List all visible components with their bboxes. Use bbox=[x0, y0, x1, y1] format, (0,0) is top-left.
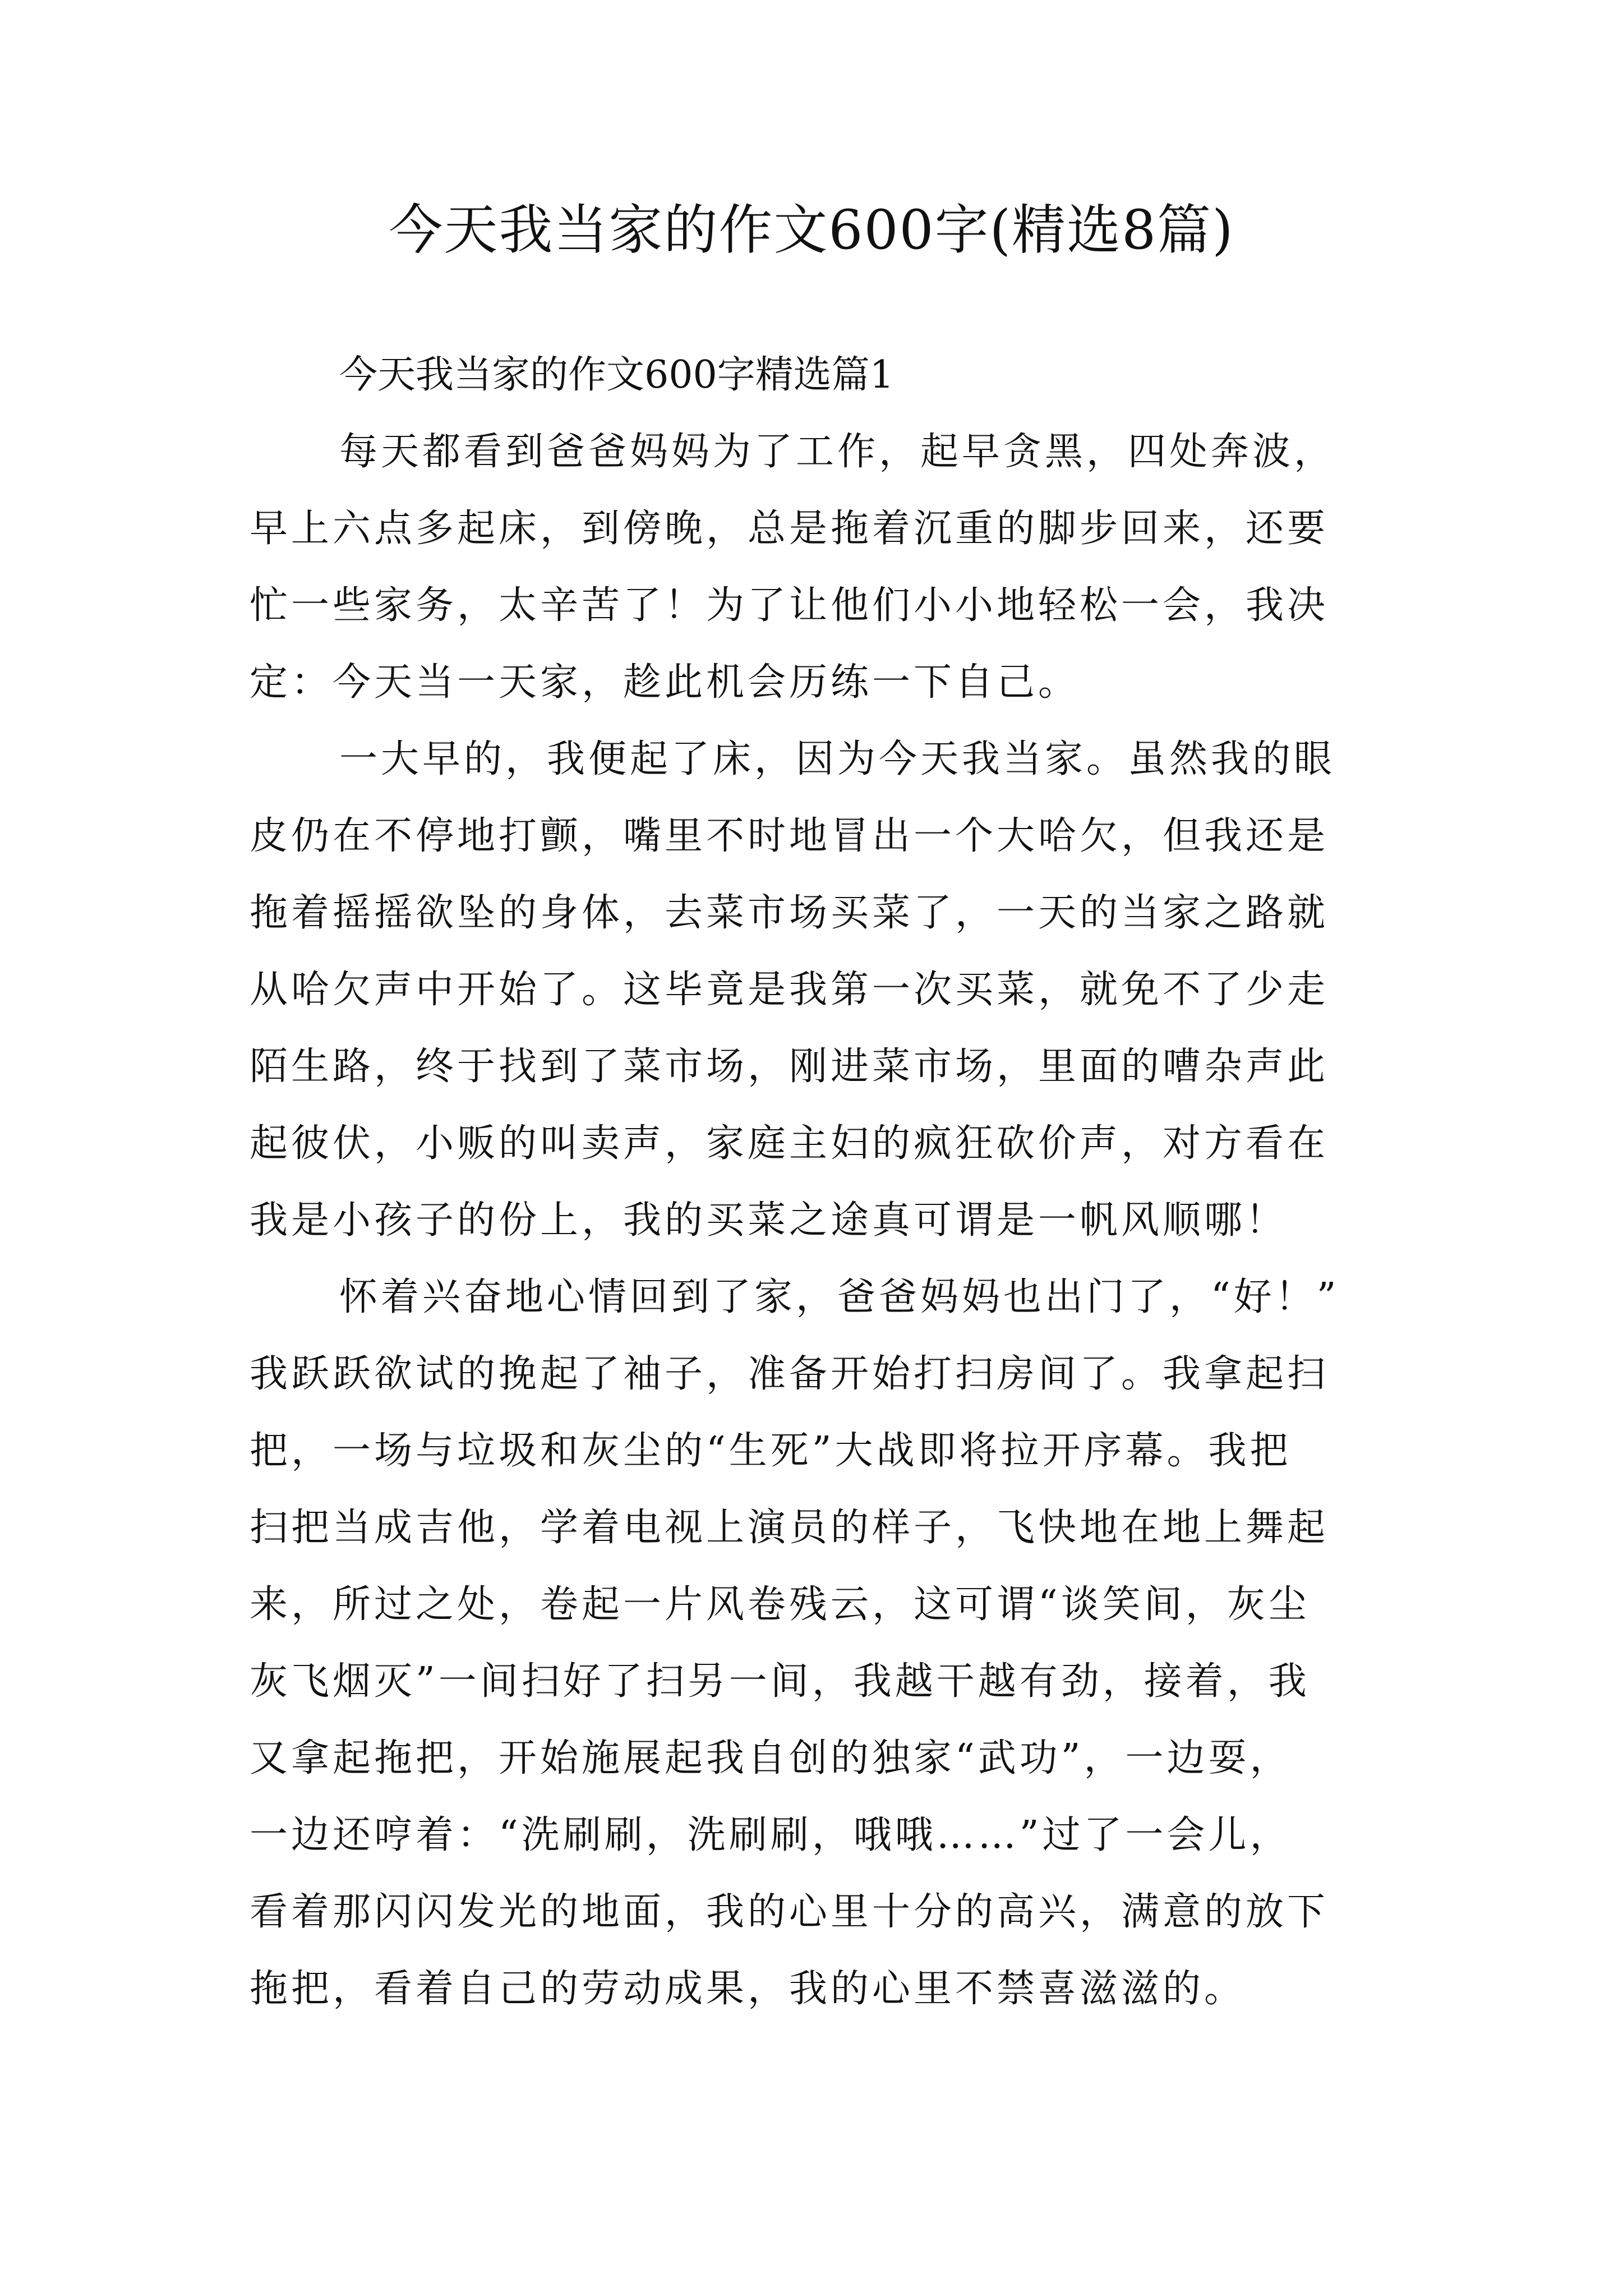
paragraph-line: 早上六点多起床，到傍晚，总是拖着沉重的脚步回来，还要 bbox=[250, 507, 1329, 551]
paragraph-line: 起彼伏，小贩的叫卖声，家庭主妇的疯狂砍价声，对方看在 bbox=[250, 1121, 1329, 1166]
paragraph-line: 怀着兴奋地心情回到了家，爸爸妈妈也出门了，“好！” bbox=[339, 1275, 1340, 1319]
paragraph-line: 忙一些家务，太辛苦了！为了让他们小小地轻松一会，我决 bbox=[250, 583, 1329, 628]
paragraph-line: 灰飞烟灭”一间扫好了扫另一间，我越干越有劲，接着，我 bbox=[250, 1659, 1310, 1704]
paragraph-line: 皮仍在不停地打颤，嘴里不时地冒出一个大哈欠，但我还是 bbox=[250, 814, 1329, 858]
paragraph-line: 我跃跃欲试的挽起了袖子，准备开始打扫房间了。我拿起扫 bbox=[250, 1352, 1329, 1396]
paragraph-line: 从哈欠声中开始了。这毕竟是我第一次买菜，就免不了少走 bbox=[250, 968, 1329, 1012]
document-body bbox=[250, 337, 1405, 2027]
paragraph-line: 我是小孩子的份上，我的买菜之途真可谓是一帆风顺哪！ bbox=[250, 1198, 1288, 1243]
paragraph-line: 定：今天当一天家，趁此机会历练一下自己。 bbox=[250, 660, 1080, 705]
paragraph-line: 一大早的，我便起了床，因为今天我当家。虽然我的眼 bbox=[339, 737, 1336, 781]
paragraph-line: 拖着摇摇欲坠的身体，去菜市场买菜了，一天的当家之路就 bbox=[250, 891, 1329, 935]
paragraph-2 bbox=[250, 721, 1405, 1259]
paragraph-line: 一边还哼着：“洗刷刷，洗刷刷，哦哦……”过了一会儿， bbox=[250, 1813, 1292, 1857]
paragraph-line: 把，一场与垃圾和灰尘的“生死”大战即将拉开序幕。我把 bbox=[250, 1429, 1292, 1473]
document-title: 今天我当家的作文600字(精选8篇) bbox=[389, 199, 1234, 261]
section-heading: 今天我当家的作文600字精选篇1 bbox=[339, 353, 895, 397]
paragraph-3 bbox=[250, 1259, 1405, 2027]
paragraph-line: 陌生路，终于找到了菜市场，刚进菜市场，里面的嘈杂声此 bbox=[250, 1045, 1329, 1089]
paragraph-line: 扫把当成吉他，学着电视上演员的样子，飞快地在地上舞起 bbox=[250, 1506, 1329, 1550]
paragraph-line: 看着那闪闪发光的地面，我的心里十分的高兴，满意的放下 bbox=[250, 1890, 1329, 1934]
paragraph-1 bbox=[250, 413, 1405, 721]
paragraph-line: 拖把，看着自己的劳动成果，我的心里不禁喜滋滋的。 bbox=[250, 1967, 1246, 2011]
paragraph-line: 来，所过之处，卷起一片风卷残云，这可谓“谈笑间，灰尘 bbox=[250, 1582, 1310, 1627]
paragraph-line: 又拿起拖把，开始施展起我自创的独家“武功”，一边耍， bbox=[250, 1736, 1292, 1780]
paragraph-line: 每天都看到爸爸妈妈为了工作，起早贪黑，四处奔波， bbox=[339, 430, 1336, 474]
